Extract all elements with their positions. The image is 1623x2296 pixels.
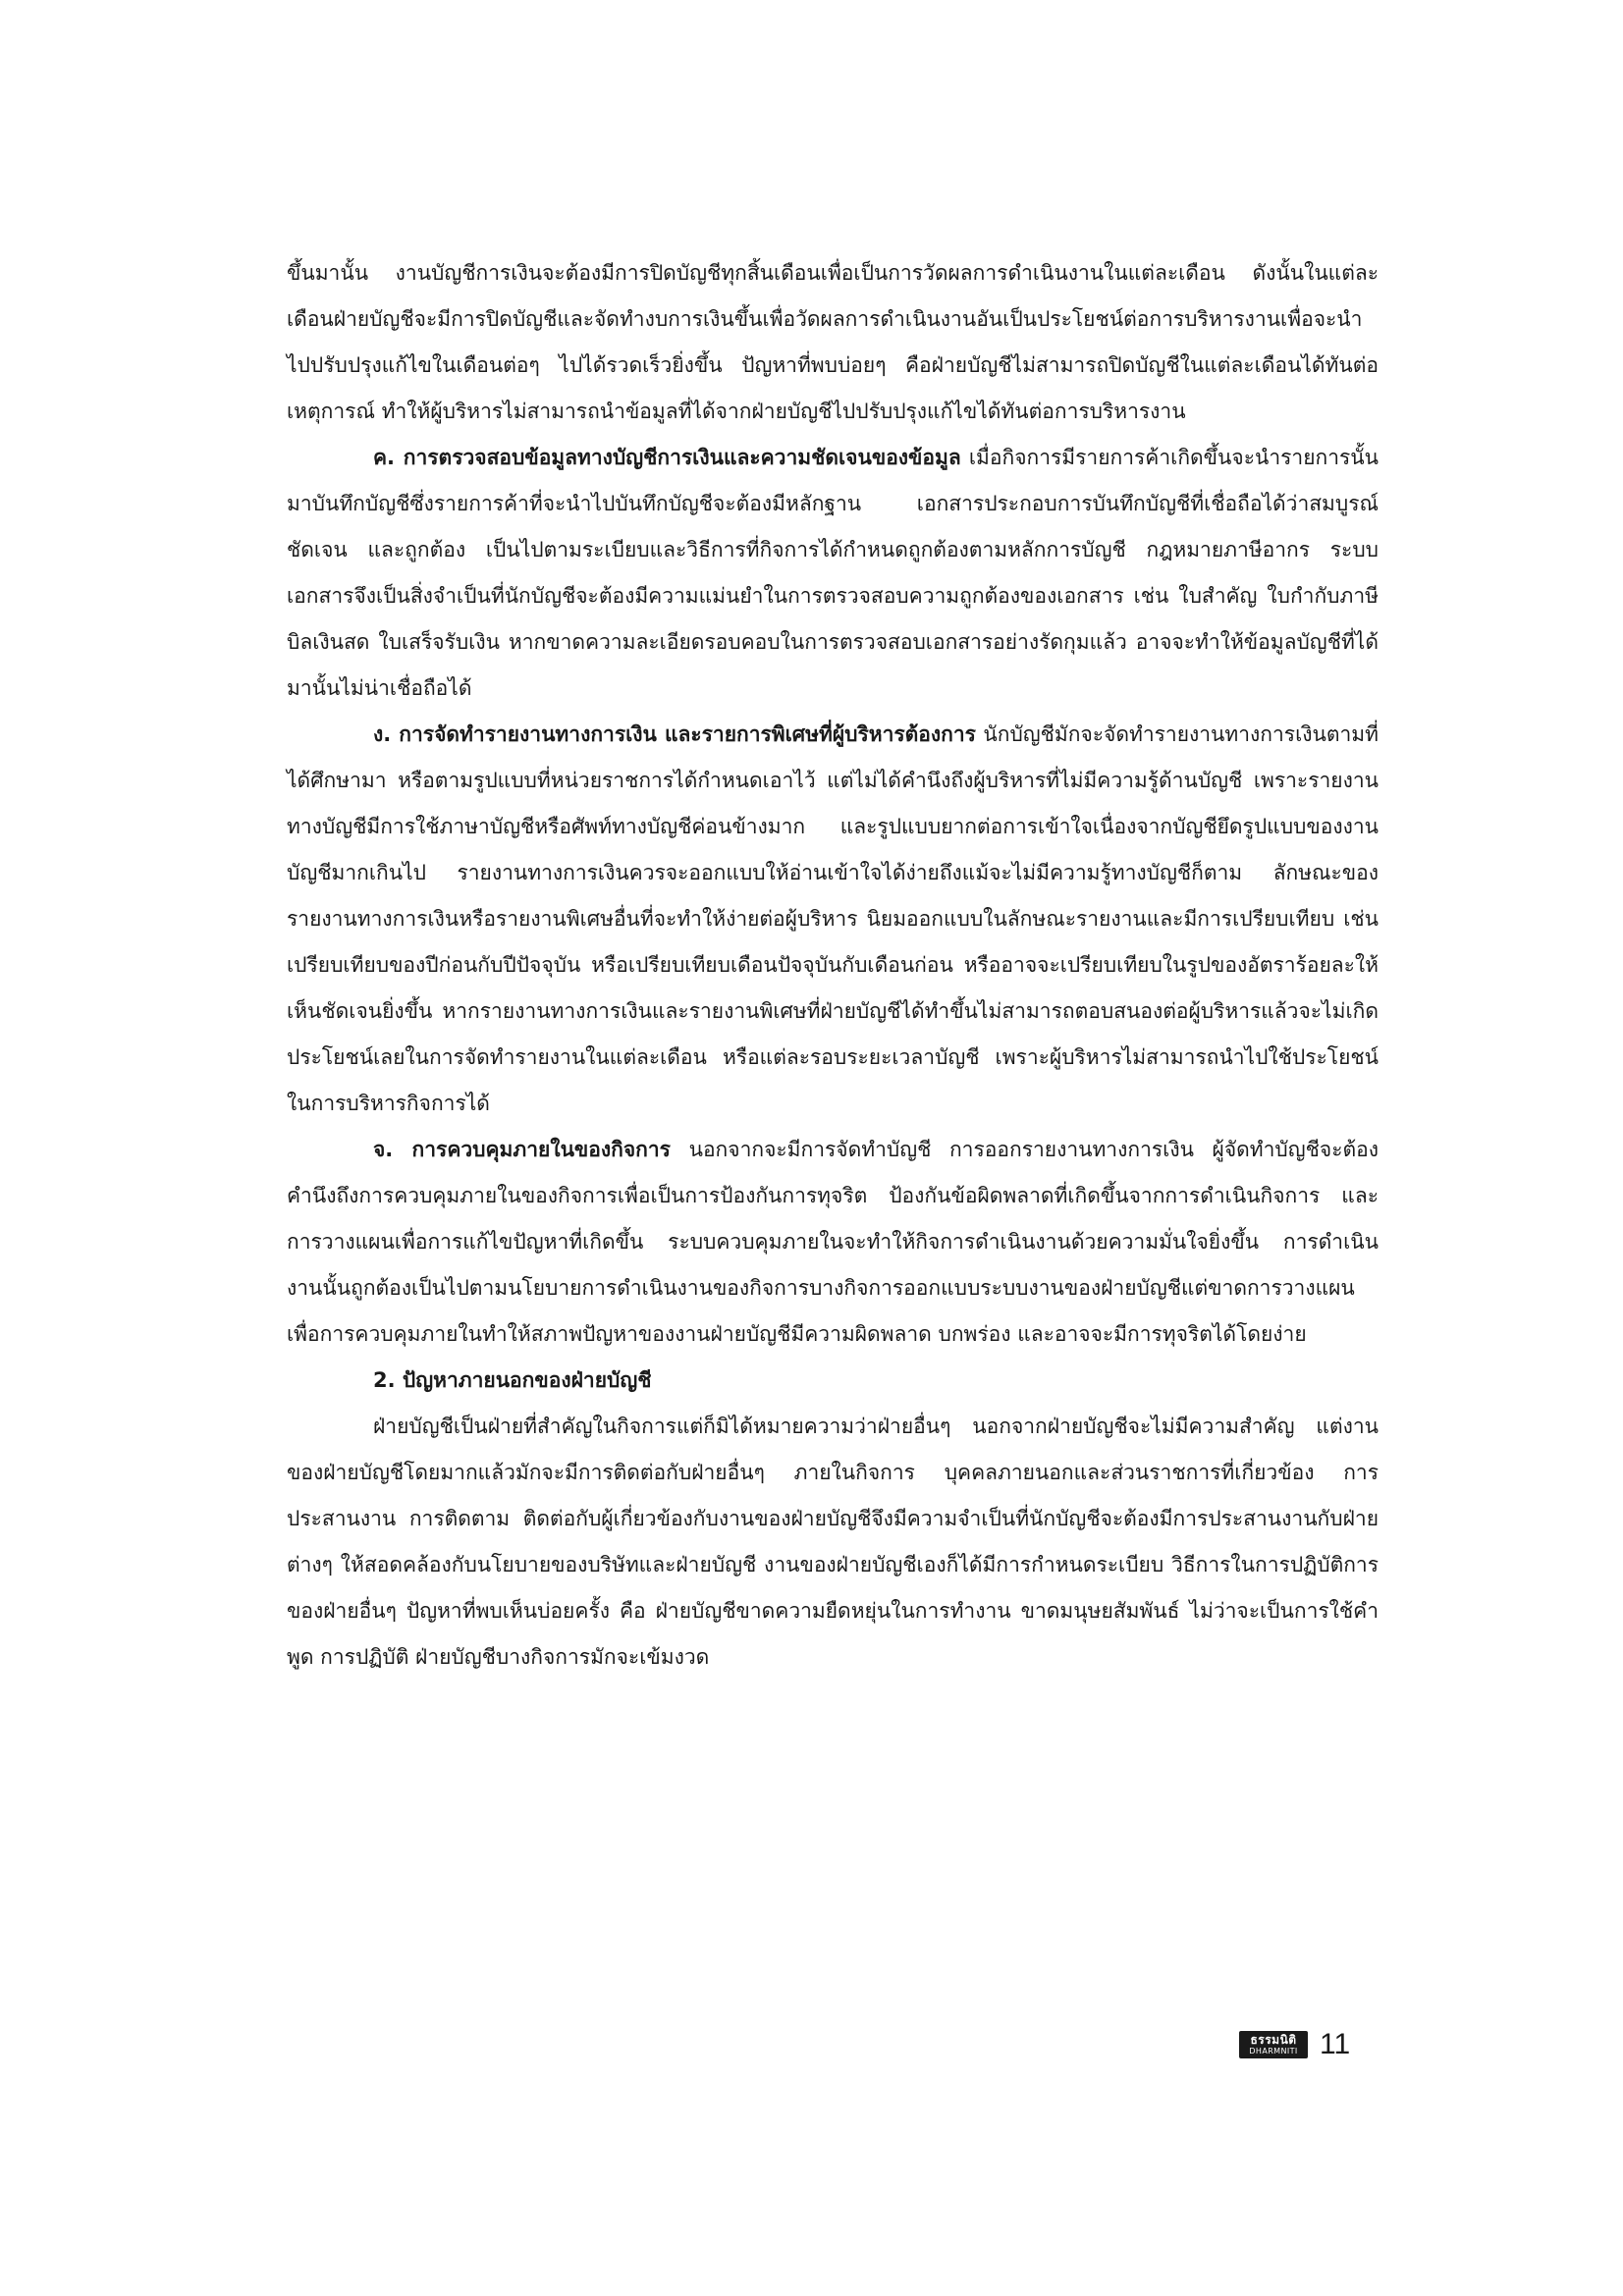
paragraph-data-verification [287,435,1379,712]
paragraph-body: นักบัญชีมักจะจัดทำรายงานทางการเงินตามที่ได้ศึกษามา หรือตามรูปแบบที่หน่วยราชการได้กำหนดเอาไว้ แต่ไม่ได้คำนึงถึงผู้บริหารที่ไม่มีความรู้ด้านบัญชี เพราะรายงานทางบัญชีมีการใช้ภาษาบัญชีหรือศัพท์ทางบัญชีค่อนข้างมาก และรูปแบบยากต่อการเข้าใจเนื่องจากบัญชียึดรูปแบบของงานบัญชีมากเกินไป รายงานทางการเงินควรจะออกแบบให้อ่านเข้าใจได้ง่ายถึงแม้จะไม่มีความรู้ทางบัญชีก็ตาม ลักษณะของรายงานทางการเงินหรือรายงานพิเศษอื่นที่จะทำให้ง่ายต่อผู้บริหาร นิยมออกแบบในลักษณะรายงานและมีการเปรียบเทียบ เช่น เปรียบเทียบของปีก่อนกับปีปัจจุบัน หรือเปรียบเทียบเดือนปัจจุบันกับเดือนก่อน หรืออาจจะเปรียบเทียบในรูปของอัตราร้อยละให้เห็นชัดเจนยิ่งขึ้น หากรายงานทางการเงินและรายงานพิเศษที่ฝ่ายบัญชีได้ทำขึ้นไม่สามารถตอบสนองต่อผู้บริหารแล้วจะไม่เกิดประโยชน์เลยในการจัดทำรายงานในแต่ละเดือน หรือแต่ละรอบระยะเวลาบัญชี เพราะผู้บริหารไม่สามารถนำไปใช้ประโยชน์ในการบริหารกิจการได้ [287,722,1379,1115]
paragraph-external-problems: ฝ่ายบัญชีเป็นฝ่ายที่สำคัญในกิจการแต่ก็มิได้หมายความว่าฝ่ายอื่นๆ นอกจากฝ่ายบัญชีจะไม่มีความสำคัญ แต่งานของฝ่ายบัญชีโดยมากแล้วมักจะมีการติดต่อกับฝ่ายอื่นๆ ภายในกิจการ บุคคลภายนอกและส่วนราชการที่เกี่ยวข้อง การประสานงาน การติดตาม ติดต่อกับผู้เกี่ยวข้องกับงานของฝ่ายบัญชีจึงมีความจำเป็นที่นักบัญชีจะต้องมีการประสานงานกับฝ่ายต่างๆ ให้สอดคล้องกับนโยบายของบริษัทและฝ่ายบัญชี งานของฝ่ายบัญชีเองก็ได้มีการกำหนดระเบียบ วิธีการในการปฏิบัติการของฝ่ายอื่นๆ ปัญหาที่พบเห็นบ่อยครั้ง คือ ฝ่ายบัญชีขาดความยืดหยุ่นในการทำงาน ขาดมนุษยสัมพันธ์ ไม่ว่าจะเป็นการใช้คำพูด การปฏิบัติ ฝ่ายบัญชีบางกิจการมักจะเข้มงวด [287,1415,1379,1669]
page-number: 11 [1320,2028,1351,2060]
section-heading: 2. ปัญหาภายนอกของฝ่ายบัญชี [373,1368,652,1392]
logo-thai-text: ธรรมนิติ [1250,2033,1297,2047]
page-footer [1239,2025,1350,2064]
paragraph-internal-control [287,1127,1379,1358]
paragraph-body: นอกจากจะมีการจัดทำบัญชี การออกรายงานทางการเงิน ผู้จัดทำบัญชีจะต้องคำนึงถึงการควบคุมภายในของกิจการเพื่อเป็นการป้องกันการทุจริต ป้องกันข้อผิดพลาดที่เกิดขึ้นจากการดำเนินกิจการ และการวางแผนเพื่อการแก้ไขปัญหาที่เกิดขึ้น ระบบควบคุมภายในจะทำให้กิจการดำเนินงานด้วยความมั่นใจยิ่งขึ้น การดำเนินงานนั้นถูกต้องเป็นไปตามนโยบายการดำเนินงานของกิจการบางกิจการออกแบบระบบงานของฝ่ายบัญชีแต่ขาดการวางแผนเพื่อการควบคุมภายในทำให้สภาพปัญหาของงานฝ่ายบัญชีมีความผิดพลาด บกพร่อง และอาจจะมีการทุจริตได้โดยง่าย [287,1138,1379,1346]
publisher-logo [1239,2031,1308,2058]
paragraph-lead: ค. การตรวจสอบข้อมูลทางบัญชีการเงินและความชัดเจนของข้อมูล [373,446,961,469]
paragraph-body: เมื่อกิจการมีรายการค้าเกิดขึ้นจะนำรายการนั้นมาบันทึกบัญชีซึ่งรายการค้าที่จะนำไปบันทึกบัญชีจะต้องมีหลักฐาน เอกสารประกอบการบันทึกบัญชีที่เชื่อถือได้ว่าสมบูรณ์ ชัดเจน และถูกต้อง เป็นไปตามระเบียบและวิธีการที่กิจการได้กำหนดถูกต้องตามหลักการบัญชี กฎหมายภาษีอากร ระบบเอกสารจึงเป็นสิ่งจำเป็นที่นักบัญชีจะต้องมีความแม่นยำในการตรวจสอบความถูกต้องของเอกสาร เช่น ใบสำคัญ ใบกำกับภาษี บิลเงินสด ใบเสร็จรับเงิน หากขาดความละเอียดรอบคอบในการตรวจสอบเอกสารอย่างรัดกุมแล้ว อาจจะทำให้ข้อมูลบัญชีที่ได้มานั้นไม่น่าเชื่อถือได้ [287,446,1379,700]
paragraph-lead: ง. การจัดทำรายงานทางการเงิน และรายการพิเศษที่ผู้บริหารต้องการ [373,722,976,746]
paragraph-financial-reports [287,712,1379,1127]
body-text [287,250,1379,1681]
paragraph-lead: จ. การควบคุมภายในของกิจการ [373,1138,671,1161]
logo-latin-text: DHARMNITI [1249,2047,1298,2056]
paragraph-continuation: ขึ้นมานั้น งานบัญชีการเงินจะต้องมีการปิดบัญชีทุกสิ้นเดือนเพื่อเป็นการวัดผลการดำเนินงานในแต่ละเดือน ดังนั้นในแต่ละเดือนฝ่ายบัญชีจะมีการปิดบัญชีและจัดทำงบการเงินขึ้นเพื่อวัดผลการดำเนินงานอันเป็นประโยชน์ต่อการบริหารงานเพื่อจะนำไปปรับปรุงแก้ไขในเดือนต่อๆ ไปได้รวดเร็วยิ่งขึ้น ปัญหาที่พบบ่อยๆ คือฝ่ายบัญชีไม่สามารถปิดบัญชีในแต่ละเดือนได้ทันต่อเหตุการณ์ ทำให้ผู้บริหารไม่สามารถนำข้อมูลที่ได้จากฝ่ายบัญชีไปปรับปรุงแก้ไขได้ทันต่อการบริหารงาน [287,261,1379,423]
